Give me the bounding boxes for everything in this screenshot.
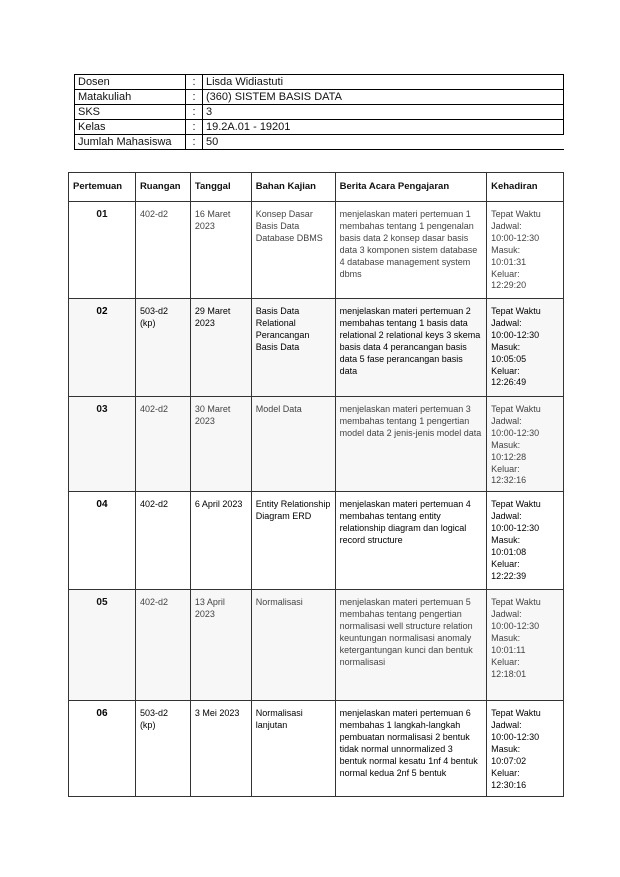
kehadiran-line: Jadwal: (491, 720, 522, 731)
header-bahan-kajian: Bahan Kajian (251, 173, 335, 202)
berita-acara-cell: menjelaskan materi pertemuan 6 membahas 1 langkah-langkah pembuatan normalisasi 2 bentuk tidak normal unnormalized 3 bentuk normal kesatu 1nf 4 bentuk normal kedua 2nf 5 bentuk (335, 701, 486, 796)
info-key: Jumlah Mahasiswa (75, 135, 186, 150)
kehadiran-line: 12:30:16 (491, 779, 527, 790)
berita-acara-cell: menjelaskan materi pertemuan 4 membahas tentang entity relationship diagram dan logical record structure (335, 492, 486, 590)
kehadiran-line: 10:12:28 (491, 451, 527, 462)
info-sep: : (186, 75, 203, 90)
ruangan-cell: 402-d2 (135, 202, 190, 299)
pertemuan-cell: 02 (69, 299, 136, 397)
kehadiran-line: 10:01:31 (491, 256, 527, 267)
kehadiran-line: Tepat Waktu (491, 209, 541, 219)
kehadiran-line: Jadwal: (491, 317, 522, 328)
table-row (69, 299, 564, 397)
info-key: SKS (75, 105, 186, 120)
kehadiran-line: 10:00-12:30 (491, 523, 540, 534)
kehadiran-line: Masuk: (491, 244, 521, 255)
kehadiran-line: Masuk: (491, 439, 521, 450)
info-row-dosen (75, 75, 564, 90)
kehadiran-line: 10:00-12:30 (491, 732, 540, 743)
kehadiran-line: 10:07:02 (491, 755, 527, 766)
kehadiran-cell (487, 590, 564, 701)
ruangan-cell: 503-d2 (kp) (135, 299, 190, 397)
kehadiran-cell (487, 299, 564, 397)
kehadiran-line: Keluar: (491, 656, 520, 667)
bahan-kajian-cell: Model Data (251, 397, 335, 492)
kehadiran-line: Tepat Waktu (491, 597, 541, 608)
info-value: Lisda Widiastuti (203, 75, 564, 90)
bahan-kajian-cell: Konsep Dasar Basis Data Database DBMS (251, 202, 335, 299)
kehadiran-line: Jadwal: (491, 415, 522, 426)
header-pertemuan: Pertemuan (69, 173, 136, 202)
kehadiran-cell (487, 701, 564, 796)
tanggal-cell: 13 April 2023 (190, 590, 251, 701)
header-ruangan: Ruangan (135, 173, 190, 202)
kehadiran-cell (487, 397, 564, 492)
kehadiran-line: 12:32:16 (491, 475, 527, 486)
pertemuan-cell: 04 (69, 492, 136, 590)
berita-acara-cell: menjelaskan materi pertemuan 1 membahas tentang 1 pengenalan basis data 2 konsep dasar basis data 3 komponen sistem database 4 database management system dbms (335, 202, 486, 299)
kehadiran-cell (487, 492, 564, 590)
kehadiran-line: Masuk: (491, 744, 521, 755)
kehadiran-line: Masuk: (491, 535, 521, 546)
bahan-kajian-cell: Normalisasi lanjutan (251, 701, 335, 796)
kehadiran-line: Tepat Waktu (491, 708, 541, 719)
table-row (69, 202, 564, 299)
attendance-table (68, 172, 564, 797)
kehadiran-line: 12:22:39 (491, 570, 527, 581)
kehadiran-line: Jadwal: (491, 511, 522, 522)
tanggal-cell: 16 Maret 2023 (190, 202, 251, 299)
kehadiran-line: 12:18:01 (491, 668, 527, 679)
kehadiran-line: Keluar: (491, 767, 520, 778)
table-row (69, 590, 564, 701)
table-row (69, 492, 564, 590)
berita-acara-cell: menjelaskan materi pertemuan 5 membahas tentang pengertian normalisasi well structure relation keuntungan normalisasi anomaly ketergantungan kunci dan bentuk normalisasi (335, 590, 486, 701)
kehadiran-line: 10:00-12:30 (491, 621, 540, 632)
kehadiran-line: Tepat Waktu (491, 499, 541, 510)
kehadiran-line: Masuk: (491, 341, 521, 352)
info-sep: : (186, 120, 203, 135)
info-value: (360) SISTEM BASIS DATA (203, 90, 564, 105)
kehadiran-line: 12:29:20 (491, 280, 527, 291)
info-sep: : (186, 90, 203, 105)
info-value: 3 (203, 105, 564, 120)
course-info-table (74, 74, 564, 150)
header-berita-acara: Berita Acara Pengajaran (335, 173, 486, 202)
pertemuan-cell: 01 (69, 202, 136, 299)
pertemuan-cell: 05 (69, 590, 136, 701)
kehadiran-line: Keluar: (491, 268, 520, 279)
kehadiran-line: 10:05:05 (491, 353, 527, 364)
berita-acara-cell: menjelaskan materi pertemuan 2 membahas tentang 1 basis data relational 2 relational keys 3 skema basis data 4 perancangan basis data 5 fase perancangan basis data (335, 299, 486, 397)
kehadiran-line: Jadwal: (491, 220, 522, 231)
kehadiran-line: Keluar: (491, 463, 520, 474)
kehadiran-line: Keluar: (491, 365, 520, 376)
kehadiran-line: Masuk: (491, 633, 521, 644)
info-row-jumlah-mahasiswa (75, 135, 564, 150)
info-row-kelas (75, 120, 564, 135)
info-key: Matakuliah (75, 90, 186, 105)
kehadiran-line: 10:00-12:30 (491, 329, 540, 340)
pertemuan-cell: 06 (69, 701, 136, 796)
tanggal-cell: 3 Mei 2023 (190, 701, 251, 796)
attendance-body (69, 202, 564, 797)
kehadiran-line: 10:01:08 (491, 546, 527, 557)
info-sep: : (186, 105, 203, 120)
kehadiran-line: 10:00-12:30 (491, 232, 540, 243)
info-row-sks (75, 105, 564, 120)
bahan-kajian-cell: Entity Relationship Diagram ERD (251, 492, 335, 590)
table-row (69, 701, 564, 796)
table-header-row (69, 173, 564, 202)
info-value: 50 (203, 135, 564, 150)
kehadiran-line: Jadwal: (491, 609, 522, 620)
table-row (69, 397, 564, 492)
bahan-kajian-cell: Normalisasi (251, 590, 335, 701)
header-tanggal: Tanggal (190, 173, 251, 202)
kehadiran-line: 10:00-12:30 (491, 427, 540, 438)
tanggal-cell: 29 Maret 2023 (190, 299, 251, 397)
pertemuan-cell: 03 (69, 397, 136, 492)
kehadiran-line: Keluar: (491, 558, 520, 569)
kehadiran-line: 10:01:11 (491, 644, 526, 655)
info-value: 19.2A.01 - 19201 (203, 120, 564, 135)
berita-acara-cell: menjelaskan materi pertemuan 3 membahas tentang 1 pengertian model data 2 jenis-jenis model data (335, 397, 486, 492)
tanggal-cell: 30 Maret 2023 (190, 397, 251, 492)
info-key: Dosen (75, 75, 186, 90)
kehadiran-cell (487, 202, 564, 299)
info-row-matakuliah (75, 90, 564, 105)
ruangan-cell: 503-d2 (kp) (135, 701, 190, 796)
ruangan-cell: 402-d2 (135, 397, 190, 492)
ruangan-cell: 402-d2 (135, 590, 190, 701)
kehadiran-line: Tepat Waktu (491, 306, 541, 316)
kehadiran-line: 12:26:49 (491, 377, 527, 388)
kehadiran-line: Tepat Waktu (491, 404, 541, 414)
header-kehadiran: Kehadiran (487, 173, 564, 202)
bahan-kajian-cell: Basis Data Relational Perancangan Basis Data (251, 299, 335, 397)
info-key: Kelas (75, 120, 186, 135)
ruangan-cell: 402-d2 (135, 492, 190, 590)
info-sep: : (186, 135, 203, 150)
tanggal-cell: 6 April 2023 (190, 492, 251, 590)
